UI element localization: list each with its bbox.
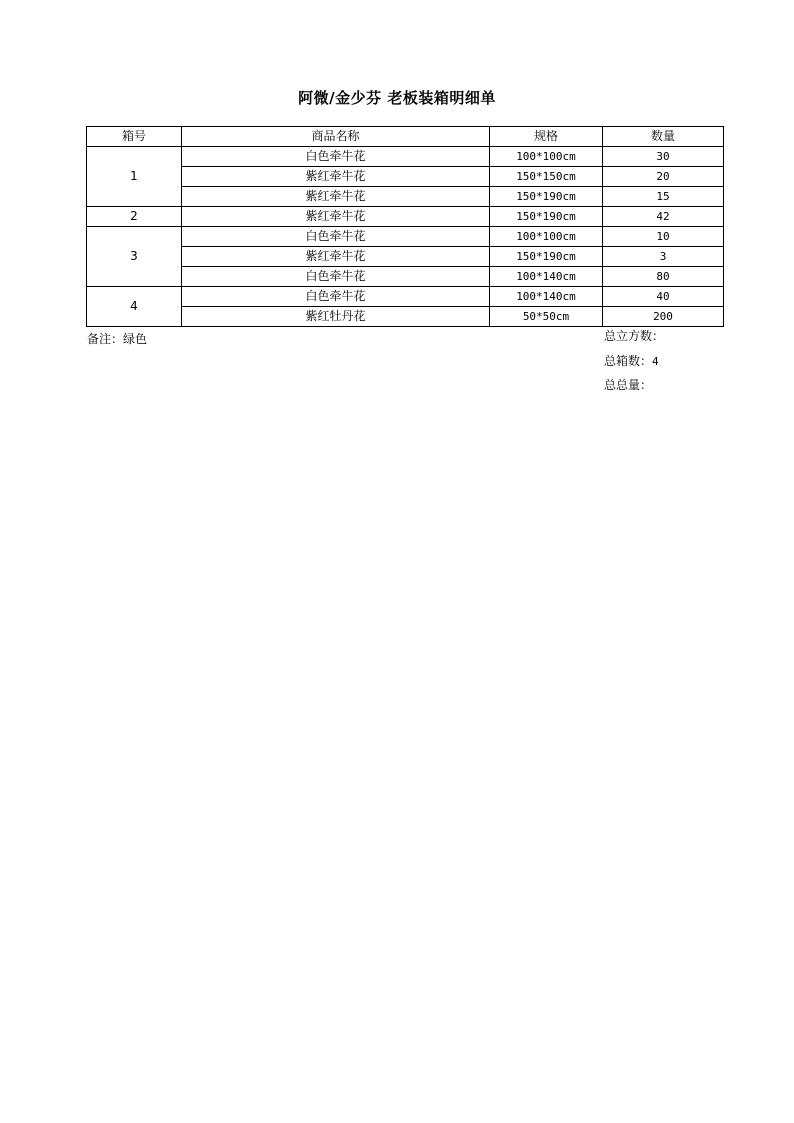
table-row bbox=[87, 227, 724, 247]
spec-cell: 150*190cm bbox=[490, 247, 603, 267]
table-row bbox=[87, 307, 724, 327]
total-weight-line bbox=[604, 377, 652, 394]
table-row bbox=[87, 207, 724, 227]
quantity-cell: 20 bbox=[603, 167, 724, 187]
packing-list-table bbox=[86, 126, 724, 327]
box-number-cell: 1 bbox=[87, 147, 182, 207]
total-boxes-label: 总箱数： bbox=[604, 354, 653, 368]
product-name-cell: 白色牵牛花 bbox=[182, 287, 490, 307]
table-header-row bbox=[87, 127, 724, 147]
header-spec: 规格 bbox=[490, 127, 603, 147]
total-volume-label: 总立方数： bbox=[604, 329, 665, 343]
box-number-cell: 3 bbox=[87, 227, 182, 287]
product-name-cell: 紫红牵牛花 bbox=[182, 247, 490, 267]
document-title: 阿微/金少芬 老板装箱明细单 bbox=[298, 89, 496, 107]
header-product-name: 商品名称 bbox=[182, 127, 490, 147]
spec-cell: 150*190cm bbox=[490, 207, 603, 227]
total-boxes-line bbox=[604, 353, 659, 370]
product-name-cell: 白色牵牛花 bbox=[182, 227, 490, 247]
header-quantity: 数量 bbox=[603, 127, 724, 147]
product-name-cell: 紫红牡丹花 bbox=[182, 307, 490, 327]
quantity-cell: 80 bbox=[603, 267, 724, 287]
total-volume-line bbox=[604, 328, 664, 345]
product-name-cell: 白色牵牛花 bbox=[182, 267, 490, 287]
quantity-cell: 10 bbox=[603, 227, 724, 247]
spec-cell: 50*50cm bbox=[490, 307, 603, 327]
spec-cell: 100*140cm bbox=[490, 267, 603, 287]
box-number-cell: 4 bbox=[87, 287, 182, 327]
table-row bbox=[87, 167, 724, 187]
product-name-cell: 紫红牵牛花 bbox=[182, 207, 490, 227]
header-box-no: 箱号 bbox=[87, 127, 182, 147]
spec-cell: 150*190cm bbox=[490, 187, 603, 207]
quantity-cell: 30 bbox=[603, 147, 724, 167]
quantity-cell: 15 bbox=[603, 187, 724, 207]
table-row bbox=[87, 287, 724, 307]
box-number-cell: 2 bbox=[87, 207, 182, 227]
table-row bbox=[87, 147, 724, 167]
quantity-cell: 40 bbox=[603, 287, 724, 307]
table-row bbox=[87, 267, 724, 287]
table-row bbox=[87, 247, 724, 267]
spec-cell: 100*140cm bbox=[490, 287, 603, 307]
table-row bbox=[87, 187, 724, 207]
quantity-cell: 3 bbox=[603, 247, 724, 267]
product-name-cell: 白色牵牛花 bbox=[182, 147, 490, 167]
spec-cell: 100*100cm bbox=[490, 227, 603, 247]
product-name-cell: 紫红牵牛花 bbox=[182, 187, 490, 207]
spec-cell: 150*150cm bbox=[490, 167, 603, 187]
total-boxes-value: 4 bbox=[652, 355, 659, 368]
quantity-cell: 42 bbox=[603, 207, 724, 227]
remark-note: 备注：绿色 bbox=[87, 332, 148, 346]
total-weight-label: 总总量： bbox=[604, 378, 653, 392]
quantity-cell: 200 bbox=[603, 307, 724, 327]
spec-cell: 100*100cm bbox=[490, 147, 603, 167]
product-name-cell: 紫红牵牛花 bbox=[182, 167, 490, 187]
